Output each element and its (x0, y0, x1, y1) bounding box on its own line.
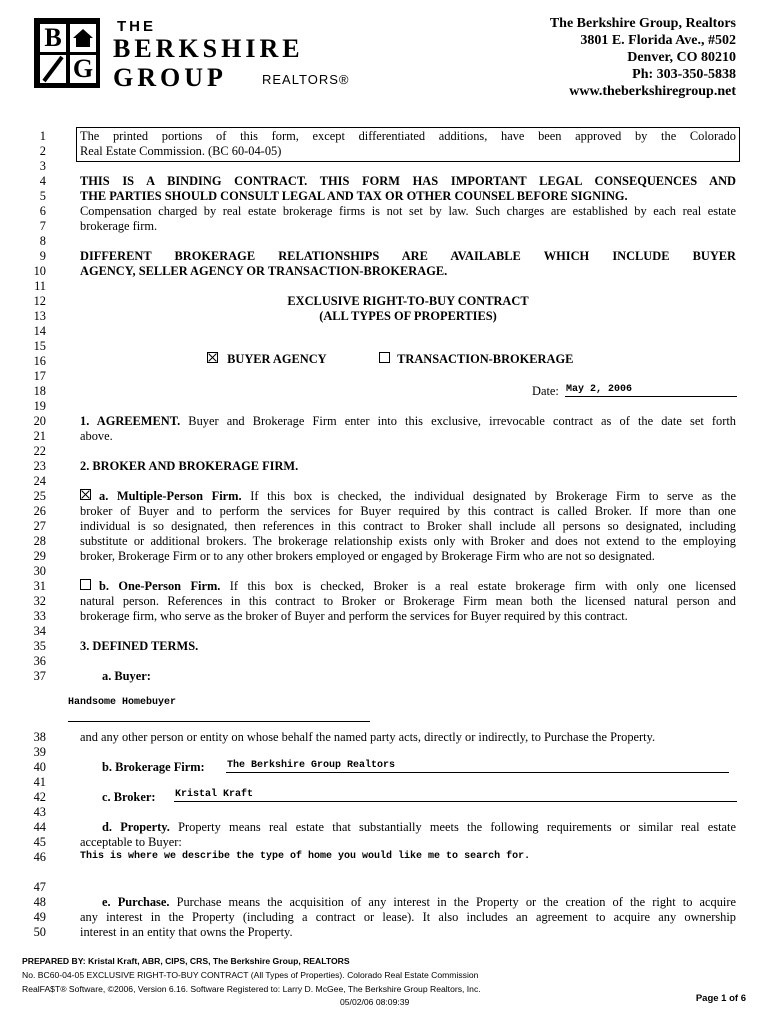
logo-letter-b: B (40, 24, 66, 52)
line-number: 2 (39, 144, 46, 158)
date-field[interactable] (565, 382, 737, 397)
relationships-line1: DIFFERENT BROKERAGE RELATIONSHIPS ARE AVAILABLE WHICH INCLUDE BUYER (80, 249, 736, 263)
line-number: 20 (33, 414, 46, 428)
line-number: 8 (39, 234, 46, 248)
line-number: 43 (33, 805, 46, 819)
line-number: 35 (33, 639, 46, 653)
line-number: 38 (33, 730, 46, 744)
multi-person-title: a. Multiple-Person Firm. (99, 489, 242, 503)
line-number: 18 (33, 384, 46, 398)
multi-person-checkbox[interactable] (80, 489, 91, 500)
line-number: 34 (33, 624, 46, 638)
page-number: Page 1 of 6 (695, 993, 746, 1004)
agreement-text: Buyer and Brokerage Firm enter into this exclusive, irrevocable contract as of the date set forth (180, 414, 737, 428)
line-number: 47 (33, 880, 46, 894)
logo-mark (34, 18, 100, 88)
buyer-label: a. Buyer: (102, 669, 151, 683)
broker-value: Kristal Kraft (175, 789, 254, 800)
line-number: 1 (39, 129, 46, 143)
transaction-brokerage-option[interactable] (379, 352, 573, 367)
brokerage-firm-field[interactable] (226, 758, 729, 773)
buyer-agency-checkbox[interactable] (207, 352, 218, 363)
purchase-line3: interest in an entity that owns the Property. (80, 925, 293, 939)
line-number: 28 (33, 534, 46, 548)
line-number: 30 (33, 564, 46, 578)
line-number: 48 (33, 895, 46, 909)
multi-person-line3: individual is so designated, then references in this contract to Broker shall include all persons so designated, including (80, 519, 736, 533)
line-number: 3 (39, 159, 46, 173)
line-number: 46 (33, 850, 46, 864)
buyer-agency-label: BUYER AGENCY (227, 352, 327, 366)
house-icon (70, 24, 96, 52)
property-label: d. Property. (102, 820, 170, 834)
print-timestamp: 05/02/06 08:09:39 (340, 997, 410, 1007)
software-registration: RealFA$T® Software, ©2006, Version 6.16. Software Registered to: Larry D. McGee, The Berkshire Group Realtors, Inc. (22, 984, 481, 994)
company-street: 3801 E. Florida Ave., #502 (580, 33, 736, 48)
one-person-line1 (80, 579, 736, 594)
one-person-line3: brokerage firm, who serve as the broker of Buyer and perform the services for Buyer required by this contract. (80, 609, 628, 623)
agreement-paragraph-line2: above. (80, 429, 113, 443)
line-number: 9 (39, 249, 46, 263)
line-number: 41 (33, 775, 46, 789)
contract-title: EXCLUSIVE RIGHT-TO-BUY CONTRACT (287, 294, 529, 308)
multi-person-line1 (80, 489, 736, 504)
multi-person-line4: substitute or additional brokers. The brokerage relationship exists only with Broker and does not extend to the employing (80, 534, 736, 548)
purchase-line2: any interest in the Property (including a contract or lease). It also includes an agreement to acquire any ownership (80, 910, 736, 924)
date-label: Date: (532, 384, 559, 398)
line-number: 31 (33, 579, 46, 593)
logo-the: THE (117, 18, 156, 35)
compensation-line1: Compensation charged by real estate brokerage firms is not set by law. Such charges are established by each real estate (80, 204, 736, 218)
line-number: 4 (39, 174, 46, 188)
line-number: 13 (33, 309, 46, 323)
binding-warning-line1: THIS IS A BINDING CONTRACT. THIS FORM HAS IMPORTANT LEGAL CONSEQUENCES AND (80, 174, 736, 188)
company-website[interactable]: www.theberkshiregroup.net (569, 84, 736, 99)
transaction-brokerage-label: TRANSACTION-BROKERAGE (397, 352, 574, 366)
broker-label: c. Broker: (102, 790, 156, 804)
prepared-by: PREPARED BY: Kristal Kraft, ABR, CIPS, CRS, The Berkshire Group, REALTORS (22, 956, 350, 966)
broker-section-heading: 2. BROKER AND BROKERAGE FIRM. (80, 459, 299, 473)
approval-notice-line2: Real Estate Commission. (BC 60-04-05) (80, 144, 282, 158)
line-number: 19 (33, 399, 46, 413)
one-person-checkbox[interactable] (80, 579, 91, 590)
property-line2: acceptable to Buyer: (80, 835, 182, 849)
property-description-value[interactable]: This is where we describe the type of home you would like me to search for. (80, 851, 531, 862)
purchase-text: Purchase means the acquisition of any interest in the Property or the creation of the right to acquire (169, 895, 736, 909)
line-number: 23 (33, 459, 46, 473)
line-number: 44 (33, 820, 46, 834)
date-value: May 2, 2006 (566, 384, 633, 395)
one-person-line2: natural person. References in this contract to Broker or Brokerage Firm mean both the licensed natural person and (80, 594, 736, 608)
line-number: 39 (33, 745, 46, 759)
logo-realtors: REALTORS® (262, 72, 350, 87)
form-number: No. BC60-04-05 EXCLUSIVE RIGHT-TO-BUY CONTRACT (All Types of Properties). Colorado Real Estate Commission (22, 970, 479, 980)
line-number: 40 (33, 760, 46, 774)
defined-terms-heading: 3. DEFINED TERMS. (80, 639, 199, 653)
multi-person-line2: broker of Buyer and to perform the services for Buyer required by this contract is called Broker. If more than one (80, 504, 736, 518)
line-number: 32 (33, 594, 46, 608)
line-number: 25 (33, 489, 46, 503)
brokerage-firm-label: b. Brokerage Firm: (102, 760, 205, 774)
property-line1 (102, 820, 736, 835)
line-number: 22 (33, 444, 46, 458)
logo-group: GROUP (113, 63, 227, 92)
line-number: 50 (33, 925, 46, 939)
line-number: 49 (33, 910, 46, 924)
road-icon (40, 55, 66, 83)
multi-person-line5: broker, Brokerage Firm or to any other brokers employed or engaged by Brokerage Firm who are not so designated. (80, 549, 655, 563)
line-number: 26 (33, 504, 46, 518)
one-person-title: b. One-Person Firm. (99, 579, 221, 593)
line-number: 17 (33, 369, 46, 383)
multi-person-text: If this box is checked, the individual designated by Brokerage Firm to serve as the (241, 489, 736, 503)
approval-notice-line1: The printed portions of this form, except differentiated additions, have been approved by the Colorado (80, 129, 736, 143)
buyer-name-value: Handsome Homebuyer (68, 697, 177, 708)
line-number: 5 (39, 189, 46, 203)
binding-warning-line2: THE PARTIES SHOULD CONSULT LEGAL AND TAX OR OTHER COUNSEL BEFORE SIGNING. (80, 189, 628, 203)
line-number: 42 (33, 790, 46, 804)
line-number: 10 (33, 264, 46, 278)
line-number: 11 (34, 279, 46, 293)
line-number: 14 (33, 324, 46, 338)
line-number: 16 (33, 354, 46, 368)
compensation-line2: brokerage firm. (80, 219, 158, 233)
brokerage-firm-value: The Berkshire Group Realtors (227, 760, 396, 771)
line-number: 12 (33, 294, 46, 308)
company-name: The Berkshire Group, Realtors (549, 16, 736, 31)
property-text: Property means real estate that substantially meets the following requirements or similar real estate (169, 820, 736, 834)
buyer-agency-option[interactable] (207, 352, 327, 367)
transaction-brokerage-checkbox[interactable] (379, 352, 390, 363)
logo-berkshire: BERKSHIRE (113, 34, 304, 63)
contract-subtitle: (ALL TYPES OF PROPERTIES) (319, 309, 497, 323)
purchase-line1 (102, 895, 736, 910)
one-person-text: If this box is checked, Broker is a real estate brokerage firm with only one licensed (220, 579, 736, 593)
purchase-label: e. Purchase. (102, 895, 170, 909)
logo-letter-g: G (70, 55, 96, 83)
line-number: 29 (33, 549, 46, 563)
line-number: 24 (33, 474, 46, 488)
agreement-paragraph-line1 (80, 414, 736, 429)
line-number: 33 (33, 609, 46, 623)
line-number: 36 (33, 654, 46, 668)
buyer-name-field[interactable] (68, 709, 370, 722)
line-number: 6 (39, 204, 46, 218)
broker-field[interactable] (174, 788, 737, 802)
relationships-line2: AGENCY, SELLER AGENCY OR TRANSACTION-BROKERAGE. (80, 264, 448, 278)
line-number: 37 (33, 669, 46, 683)
line-number: 45 (33, 835, 46, 849)
buyer-definition: and any other person or entity on whose behalf the named party acts, directly or indirectly, to Purchase the Property. (80, 730, 656, 744)
agreement-heading: 1. AGREEMENT. (80, 414, 181, 428)
line-number: 27 (33, 519, 46, 533)
line-number: 7 (39, 219, 46, 233)
line-number: 21 (33, 429, 46, 443)
line-number: 15 (33, 339, 46, 353)
company-phone: Ph: 303-350-5838 (632, 67, 736, 82)
company-city: Denver, CO 80210 (627, 50, 736, 65)
